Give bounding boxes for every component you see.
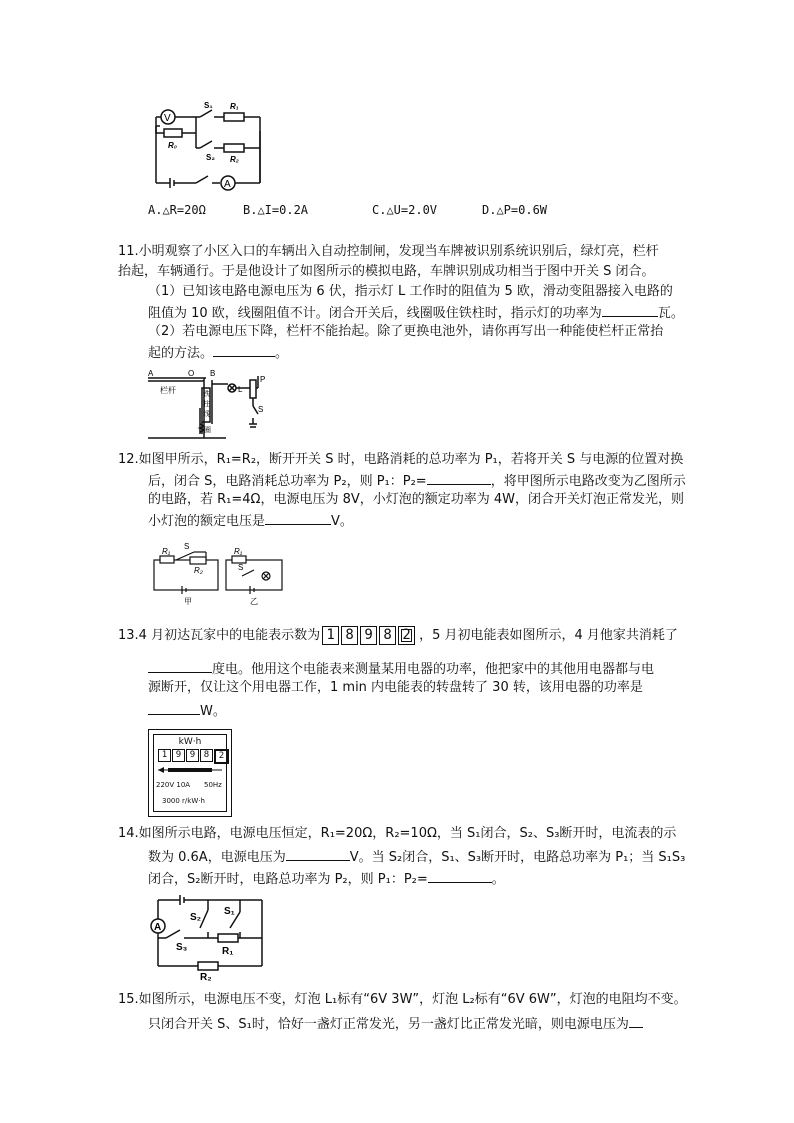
q14-line-2 [148,846,685,868]
q11-line-6 [148,342,288,364]
digit: 1 [322,626,339,645]
label-b: B [210,369,216,378]
q15-line-2-text: 只闭合开关 S、S₁时，恰好一盏灯正常发光，另一盏灯比正常发光暗，则电源电压为 [148,1017,629,1032]
label-zhu: 柱 [203,401,210,408]
label-quan: 圈 [204,427,211,434]
q13-answer-blank-2[interactable] [148,700,200,715]
label-p: P [260,375,266,384]
q12-line-4 [148,510,353,532]
digit: 9 [360,626,377,645]
r1-label: R₁ [230,102,239,111]
q12-line-4-text: 小灯泡的额定电压是 [148,514,266,529]
q12-circuits-figure [146,540,286,606]
electric-meter-figure [148,729,232,817]
q10-option-b: B.△I=0.2A [243,203,309,217]
label-a: A [148,369,154,378]
q11-line-4-suffix: 瓦。 [657,306,684,321]
meter-digit: 8 [200,749,213,762]
q12-answer-blank-2[interactable] [265,510,331,525]
label-tie: 铁 [203,391,210,398]
meter-digit-decimal: 2 [214,749,229,764]
meter-digits [158,749,229,764]
meter-digit: 1 [158,749,171,762]
q13-line-1-suffix: ，5 月初电能表如图所示，4 月他家共消耗了 [419,628,678,643]
q12-line-3: 的电路，若 R₁=4Ω，电源电压为 8V，小灯泡的额定功率为 4W，闭合开关灯泡正常发光，则 [148,492,685,507]
label-r1-jia: R₁ [162,547,171,556]
label-lanan: 栏杆 [160,386,176,395]
q14-line-2-suffix: V。当 S₂闭合，S₁、S₃断开时，电路总功率为 P₁；当 S₁S₃ [349,850,686,865]
q12-line-2-text: 后，闭合 S，电路消耗总功率为 P₂，则 P₁：P₂= [148,474,427,489]
q11-line-4 [148,302,684,324]
q12-line-2-suffix: ，将甲图所示电路改变为乙图所示 [490,474,686,489]
meter-rate: 3000 r/kW·h [162,797,205,805]
meter-disk-icon [156,765,224,775]
q12-line-4-suffix: V。 [331,514,353,529]
q11-line-6-text: 起的方法。 [148,346,214,361]
q11-answer-blank-1[interactable] [602,302,658,317]
q10-circuit-figure [148,96,270,192]
q14-line-3 [148,868,505,890]
q13-line-1-text: 13.4 月初达瓦家中的电能表示数为 [118,628,321,643]
q15-answer-blank[interactable] [629,1013,643,1028]
q13-answer-blank-1[interactable] [148,658,212,673]
meter-digit: 9 [186,749,199,762]
q14-line-3-text: 闭合，S₂断开时，电路总功率为 P₂，则 P₁：P₂= [148,872,428,887]
q10-option-d: D.△P=0.6W [482,203,548,217]
q11-line-1: 11.小明观察了小区入口的车辆出入自动控制闸，发现当车牌被识别系统识别后，绿灯亮，栏杆 [118,244,659,259]
q11-line-2: 抬起，车辆通行。于是他设计了如图所示的模拟电路，车牌识别成功相当于图中开关 S 闭合。 [118,264,655,279]
q15-line-1: 15.如图所示，电源电压不变，灯泡 L₁标有“6V 3W”，灯泡 L₂标有“6V 6W”，灯泡的电阻均不变。 [118,992,687,1007]
label-xian: 线 [203,411,210,418]
meter-spec-rating: 220V 10A [156,781,191,789]
q10-option-a: A.△R=20Ω [148,203,206,217]
q13-line-4-suffix: W。 [200,704,226,719]
q12-line-1: 12.如图甲所示，R₁=R₂，断开开关 S 时，电路消耗的总功率为 P₁，若将开关 S 与电源的位置对换 [118,452,684,467]
s2-label: S₂ [190,912,202,923]
r2-label: R₂ [200,972,212,982]
q11-line-4-text: 阻值为 10 欧，线圈阻值不计。闭合开关后，线圈吸住铁柱时，指示灯的功率为 [148,306,602,321]
label-s-jia: S [184,542,190,551]
label-s-yi: S [238,563,244,572]
ammeter-label: A [154,922,162,933]
q11-answer-blank-2[interactable] [213,342,275,357]
q13-line-4 [148,700,226,722]
q13-line-2-text: 度电。他用这个电能表来测量某用电器的功率，他把家中的其他用电器都与电 [212,662,655,677]
meter-digit: 9 [172,749,185,762]
q13-meter-reading-start [322,626,417,645]
label-yi: 乙 [250,597,258,606]
q11-line-5: （2）若电源电压下降，栏杆不能抬起。除了更换电池外，请你再写出一种能使栏杆正常抬 [148,324,664,339]
q13-line-2 [148,658,654,680]
digit: 8 [379,626,396,645]
q14-line-2-text: 数为 0.6A，电源电压为 [148,850,286,865]
digit-decimal: 2 [398,626,415,645]
q14-line-3-suffix: 。 [491,872,505,887]
meter-spec-frequency: 50Hz [204,781,222,789]
label-s: S [258,405,264,414]
label-jia: 甲 [184,597,192,606]
q11-line-3: （1）已知该电路电源电压为 6 伏，指示灯 L 工作时的阻值为 5 欧，滑动变阻器接入电路的 [148,284,673,299]
q14-line-1: 14.如图所示电路，电源电压恒定，R₁=20Ω，R₂=10Ω，当 S₁闭合，S₂、S₃断开时，电流表的示 [118,826,677,841]
r2-label: R₂ [230,155,239,164]
q13-line-1 [118,626,678,646]
s3-label: S₃ [176,942,188,953]
s1-label: S₁ [204,101,213,110]
q14-answer-blank-2[interactable] [428,868,492,883]
meter-unit: kW·h [178,737,202,747]
q12-line-2 [148,470,686,492]
q14-answer-blank-1[interactable] [286,846,350,861]
r0-label: R₀ [168,141,177,150]
q15-line-2 [148,1013,643,1035]
q12-answer-blank-1[interactable] [427,470,491,485]
q11-gate-figure [146,368,278,440]
s2-label: S₂ [206,153,215,162]
voltmeter-label: V [164,113,171,124]
q14-circuit-figure [146,892,268,982]
digit: 8 [341,626,358,645]
s1-label: S₁ [224,906,235,917]
label-l: L [238,385,243,394]
ammeter-label: A [224,179,231,190]
q10-option-c: C.△U=2.0V [372,203,438,217]
label-o: O [188,369,195,378]
label-r1-yi: R₁ [234,547,243,556]
r1-label: R₁ [222,946,234,957]
q11-line-6-suffix: 。 [275,346,289,361]
label-r2-jia: R₂ [194,566,203,575]
q13-line-3: 源断开，仅让这个用电器工作，1 min 内电能表的转盘转了 30 转，该用电器的功率是 [148,680,643,695]
